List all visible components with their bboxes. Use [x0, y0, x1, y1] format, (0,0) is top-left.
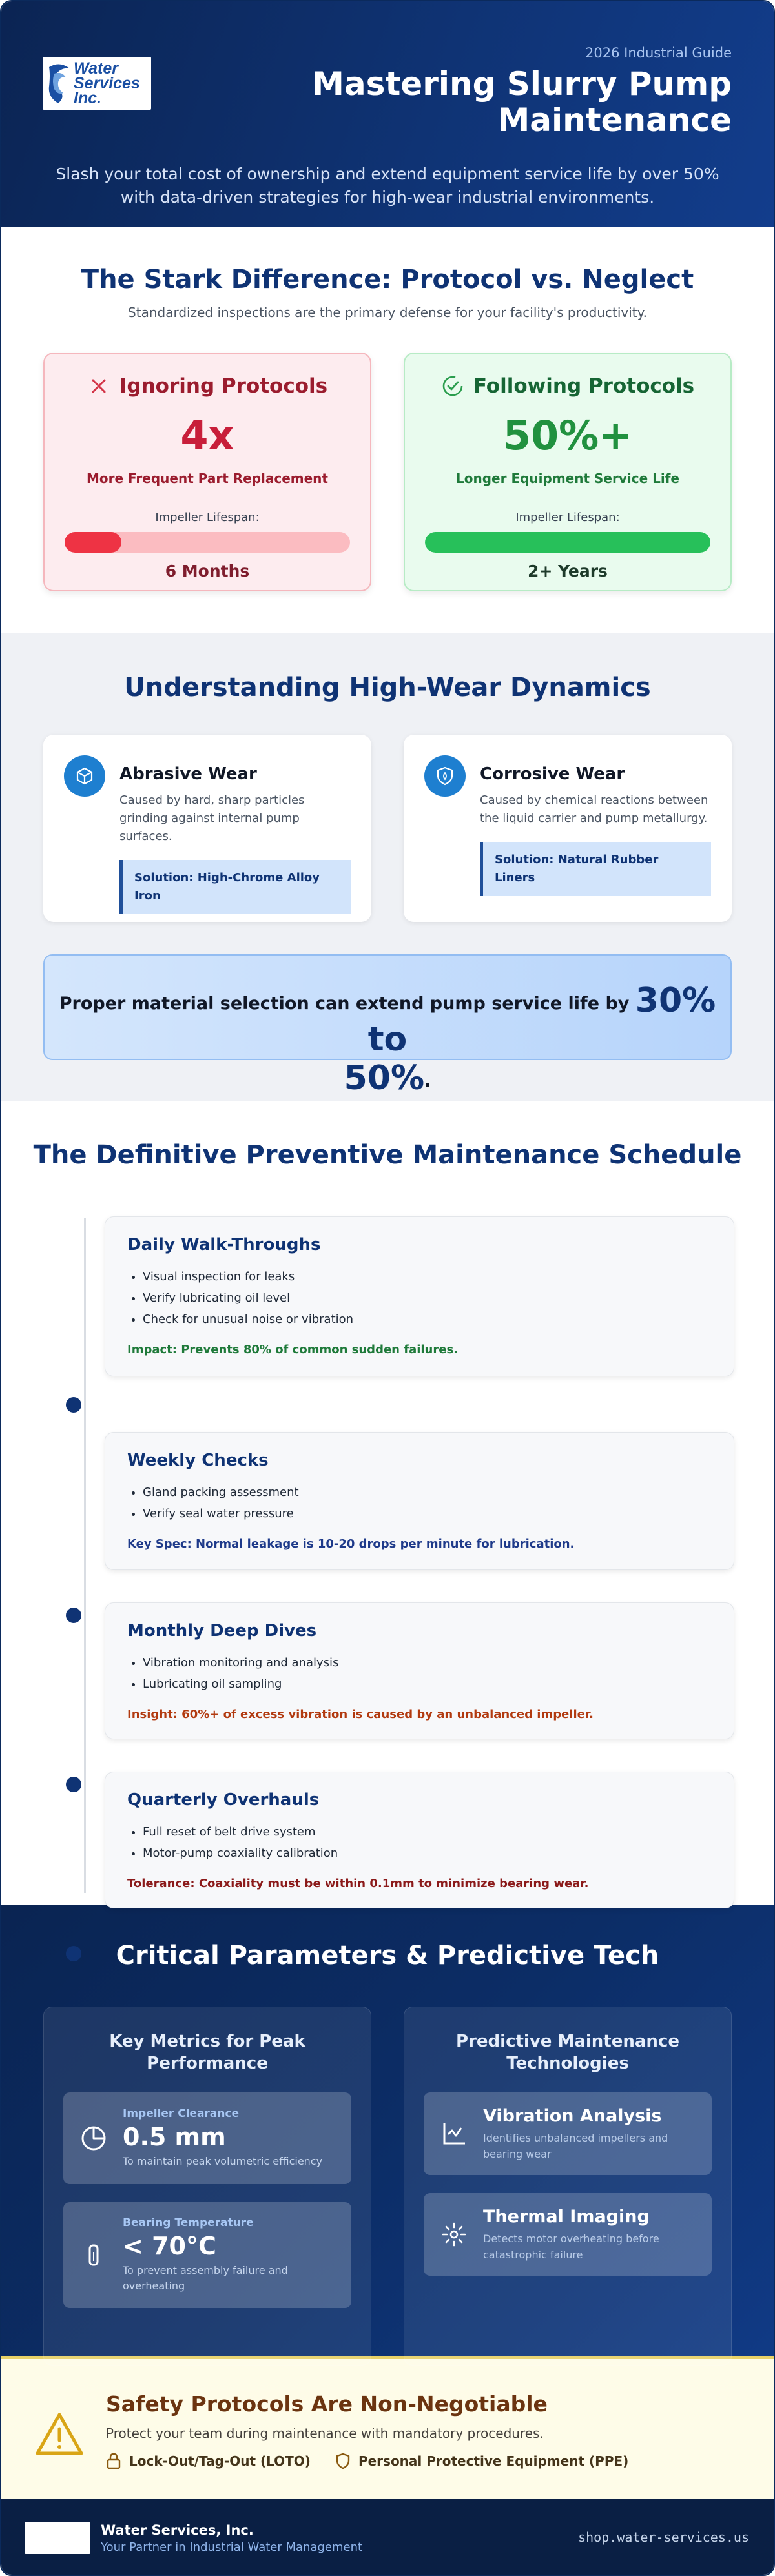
schedule-item-note: Tolerance: Coaxiality must be within 0.1mm to minimize bearing wear.: [127, 1877, 589, 1890]
metric-note: To maintain peak volumetric efficiency: [123, 2155, 323, 2167]
timeline-dot: [66, 1608, 81, 1623]
metric-label: Impeller Clearance: [123, 2107, 240, 2120]
tech-description: Identifies unbalanced impellers and bearing wear: [483, 2131, 668, 2160]
corrosive-icon-badge: [424, 755, 466, 797]
schedule-item-list: [127, 1652, 712, 1695]
list-item: • Full reset of belt drive system: [143, 1821, 712, 1843]
following-heading: Following Protocols: [473, 374, 695, 398]
shield-icon: [335, 2453, 351, 2469]
pie-chart-icon: [79, 2123, 108, 2153]
banner-suffix: .: [424, 1071, 431, 1091]
schedule-item-monthly: [105, 1602, 734, 1739]
list-item: • Check for unusual noise or vibration: [143, 1309, 712, 1330]
page-title: Mastering Slurry Pump Maintenance: [312, 65, 732, 139]
page-subtitle: Slash your total cost of ownership and extend equipment service life by over 50% with data-driven strategies for high-wear industrial environments.: [56, 165, 719, 207]
parameters-title: Critical Parameters & Predictive Tech: [116, 1941, 659, 1970]
schedule-item-daily: [105, 1216, 734, 1376]
following-stat-label: Longer Equipment Service Life: [456, 471, 679, 486]
hero-header: [1, 1, 774, 227]
list-item: • Visual inspection for leaks: [143, 1266, 712, 1287]
list-item: • Lubricating oil sampling: [143, 1673, 712, 1695]
tech-title: Vibration Analysis: [483, 2105, 662, 2126]
parameters-section: [1, 1905, 774, 2356]
water-swirl-icon: [46, 61, 72, 106]
banner-highlight-part2: 50%: [344, 1059, 425, 1098]
lock-icon: [106, 2453, 121, 2469]
metric-value: < 70°C: [123, 2232, 216, 2260]
abrasive-wear-card: [43, 735, 371, 922]
schedule-item-title: Daily Walk-Throughs: [127, 1235, 321, 1254]
tech-title: Thermal Imaging: [483, 2206, 650, 2227]
ignoring-lifespan-label: Impeller Lifespan:: [155, 511, 260, 524]
wear-title: Understanding High-Wear Dynamics: [124, 673, 651, 702]
footer-url-link[interactable]: shop.water-services.us: [578, 2530, 749, 2545]
metric-value: 0.5 mm: [123, 2123, 226, 2151]
safety-subtitle: Protect your team during maintenance with mandatory procedures.: [106, 2426, 544, 2441]
schedule-item-list: [127, 1266, 712, 1330]
corrosive-solution: Solution: Natural Rubber Liners: [480, 842, 711, 896]
corrosive-title: Corrosive Wear: [480, 764, 625, 784]
schedule-item-note: Insight: 60%+ of excess vibration is caused by an unbalanced impeller.: [127, 1708, 594, 1721]
following-lifespan-value: 2+ Years: [528, 562, 608, 580]
x-icon: [87, 374, 110, 398]
predictive-tech-panel: [404, 2007, 732, 2366]
safety-item-loto: [106, 2453, 311, 2469]
key-metrics-title: Key Metrics for Peak Performance: [109, 2032, 305, 2073]
timeline-dot: [66, 1946, 81, 1961]
metric-impeller-clearance: [63, 2092, 351, 2184]
footer-company: Water Services, Inc.: [101, 2522, 254, 2538]
schedule-item-title: Monthly Deep Dives: [127, 1621, 317, 1641]
cube-icon: [74, 766, 95, 786]
ignoring-lifespan-bar: [65, 532, 350, 553]
corrosive-wear-card: [404, 735, 732, 922]
footer-logo[interactable]: [25, 2522, 90, 2554]
footer: [1, 2499, 774, 2576]
ignoring-lifespan-fill: [65, 532, 121, 553]
following-protocols-card: [404, 353, 732, 591]
material-selection-banner: [43, 954, 732, 1098]
ignoring-stat: 4x: [180, 412, 234, 459]
tech-vibration-analysis: [424, 2092, 712, 2175]
corrosive-description: Caused by chemical reactions between the liquid carrier and pump metallurgy.: [480, 793, 708, 825]
list-item: • Motor-pump coaxiality calibration: [143, 1843, 712, 1864]
schedule-item-list: [127, 1482, 712, 1524]
schedule-section: [1, 1101, 774, 1905]
abrasive-description: Caused by hard, sharp particles grinding against internal pump surfaces.: [119, 793, 305, 843]
schedule-item-quarterly: [105, 1772, 734, 1908]
timeline-dot: [66, 1397, 81, 1413]
ignoring-heading: Ignoring Protocols: [119, 374, 328, 398]
comparison-title: The Stark Difference: Protocol vs. Neglect: [81, 265, 694, 294]
safety-item-ppe: [335, 2453, 628, 2469]
following-lifespan-bar: [425, 532, 710, 553]
following-lifespan-label: Impeller Lifespan:: [515, 511, 620, 524]
comparison-section: [1, 227, 774, 633]
following-stat: 50%+: [502, 412, 633, 459]
timeline-line: [84, 1218, 86, 1893]
banner-text: Proper material selection can extend pump service life by: [59, 994, 636, 1014]
warning-icon: [34, 2411, 85, 2457]
schedule-title: The Definitive Preventive Maintenance Schedule: [33, 1140, 742, 1170]
metric-note: To prevent assembly failure and overheating: [123, 2264, 288, 2292]
logo-wordmark: Water Services Inc.: [74, 59, 140, 107]
abrasive-title: Abrasive Wear: [119, 764, 257, 784]
wear-section: [1, 633, 774, 1101]
ignoring-stat-label: More Frequent Part Replacement: [87, 471, 328, 486]
ignoring-protocols-card: [43, 353, 371, 591]
ignoring-lifespan-value: 6 Months: [165, 562, 250, 580]
company-logo[interactable]: [43, 57, 151, 110]
safety-item-label: Lock-Out/Tag-Out (LOTO): [129, 2453, 311, 2469]
metric-label: Bearing Temperature: [123, 2216, 254, 2229]
line-chart-icon: [439, 2119, 469, 2149]
schedule-item-note: Key Spec: Normal leakage is 10-20 drops per minute for lubrication.: [127, 1537, 575, 1551]
comparison-subtitle: Standardized inspections are the primary defense for your facility's productivity.: [128, 305, 647, 320]
safety-item-label: Personal Protective Equipment (PPE): [358, 2453, 629, 2469]
key-metrics-panel: [43, 2007, 371, 2366]
safety-title: Safety Protocols Are Non-Negotiable: [106, 2391, 548, 2417]
banner-highlight-part1: 30% to: [367, 981, 716, 1059]
timeline-dot: [66, 1777, 81, 1792]
thermometer-icon: [79, 2240, 108, 2270]
sparkle-icon: [439, 2220, 469, 2249]
schedule-item-note: Impact: Prevents 80% of common sudden failures.: [127, 1343, 459, 1356]
abrasive-solution: Solution: High-Chrome Alloy Iron: [119, 860, 351, 914]
schedule-item-list: [127, 1821, 712, 1864]
safety-section: [1, 2356, 774, 2499]
predictive-tech-title: Predictive Maintenance Technologies: [456, 2032, 679, 2073]
metric-bearing-temperature: [63, 2202, 351, 2308]
shield-icon: [435, 766, 455, 786]
schedule-item-title: Quarterly Overhauls: [127, 1790, 320, 1810]
list-item: • Verify seal water pressure: [143, 1503, 712, 1524]
list-item: • Verify lubricating oil level: [143, 1287, 712, 1309]
list-item: • Gland packing assessment: [143, 1482, 712, 1503]
schedule-item-weekly: [105, 1432, 734, 1570]
list-item: • Vibration monitoring and analysis: [143, 1652, 712, 1673]
tech-thermal-imaging: [424, 2193, 712, 2276]
footer-tagline: Your Partner in Industrial Water Management: [101, 2540, 363, 2554]
check-circle-icon: [441, 374, 464, 398]
tech-description: Detects motor overheating before catastrophic failure: [483, 2232, 659, 2261]
following-lifespan-fill: [425, 532, 710, 553]
guide-label: 2026 Industrial Guide: [585, 45, 732, 61]
schedule-item-title: Weekly Checks: [127, 1451, 269, 1470]
abrasive-icon-badge: [64, 755, 105, 797]
